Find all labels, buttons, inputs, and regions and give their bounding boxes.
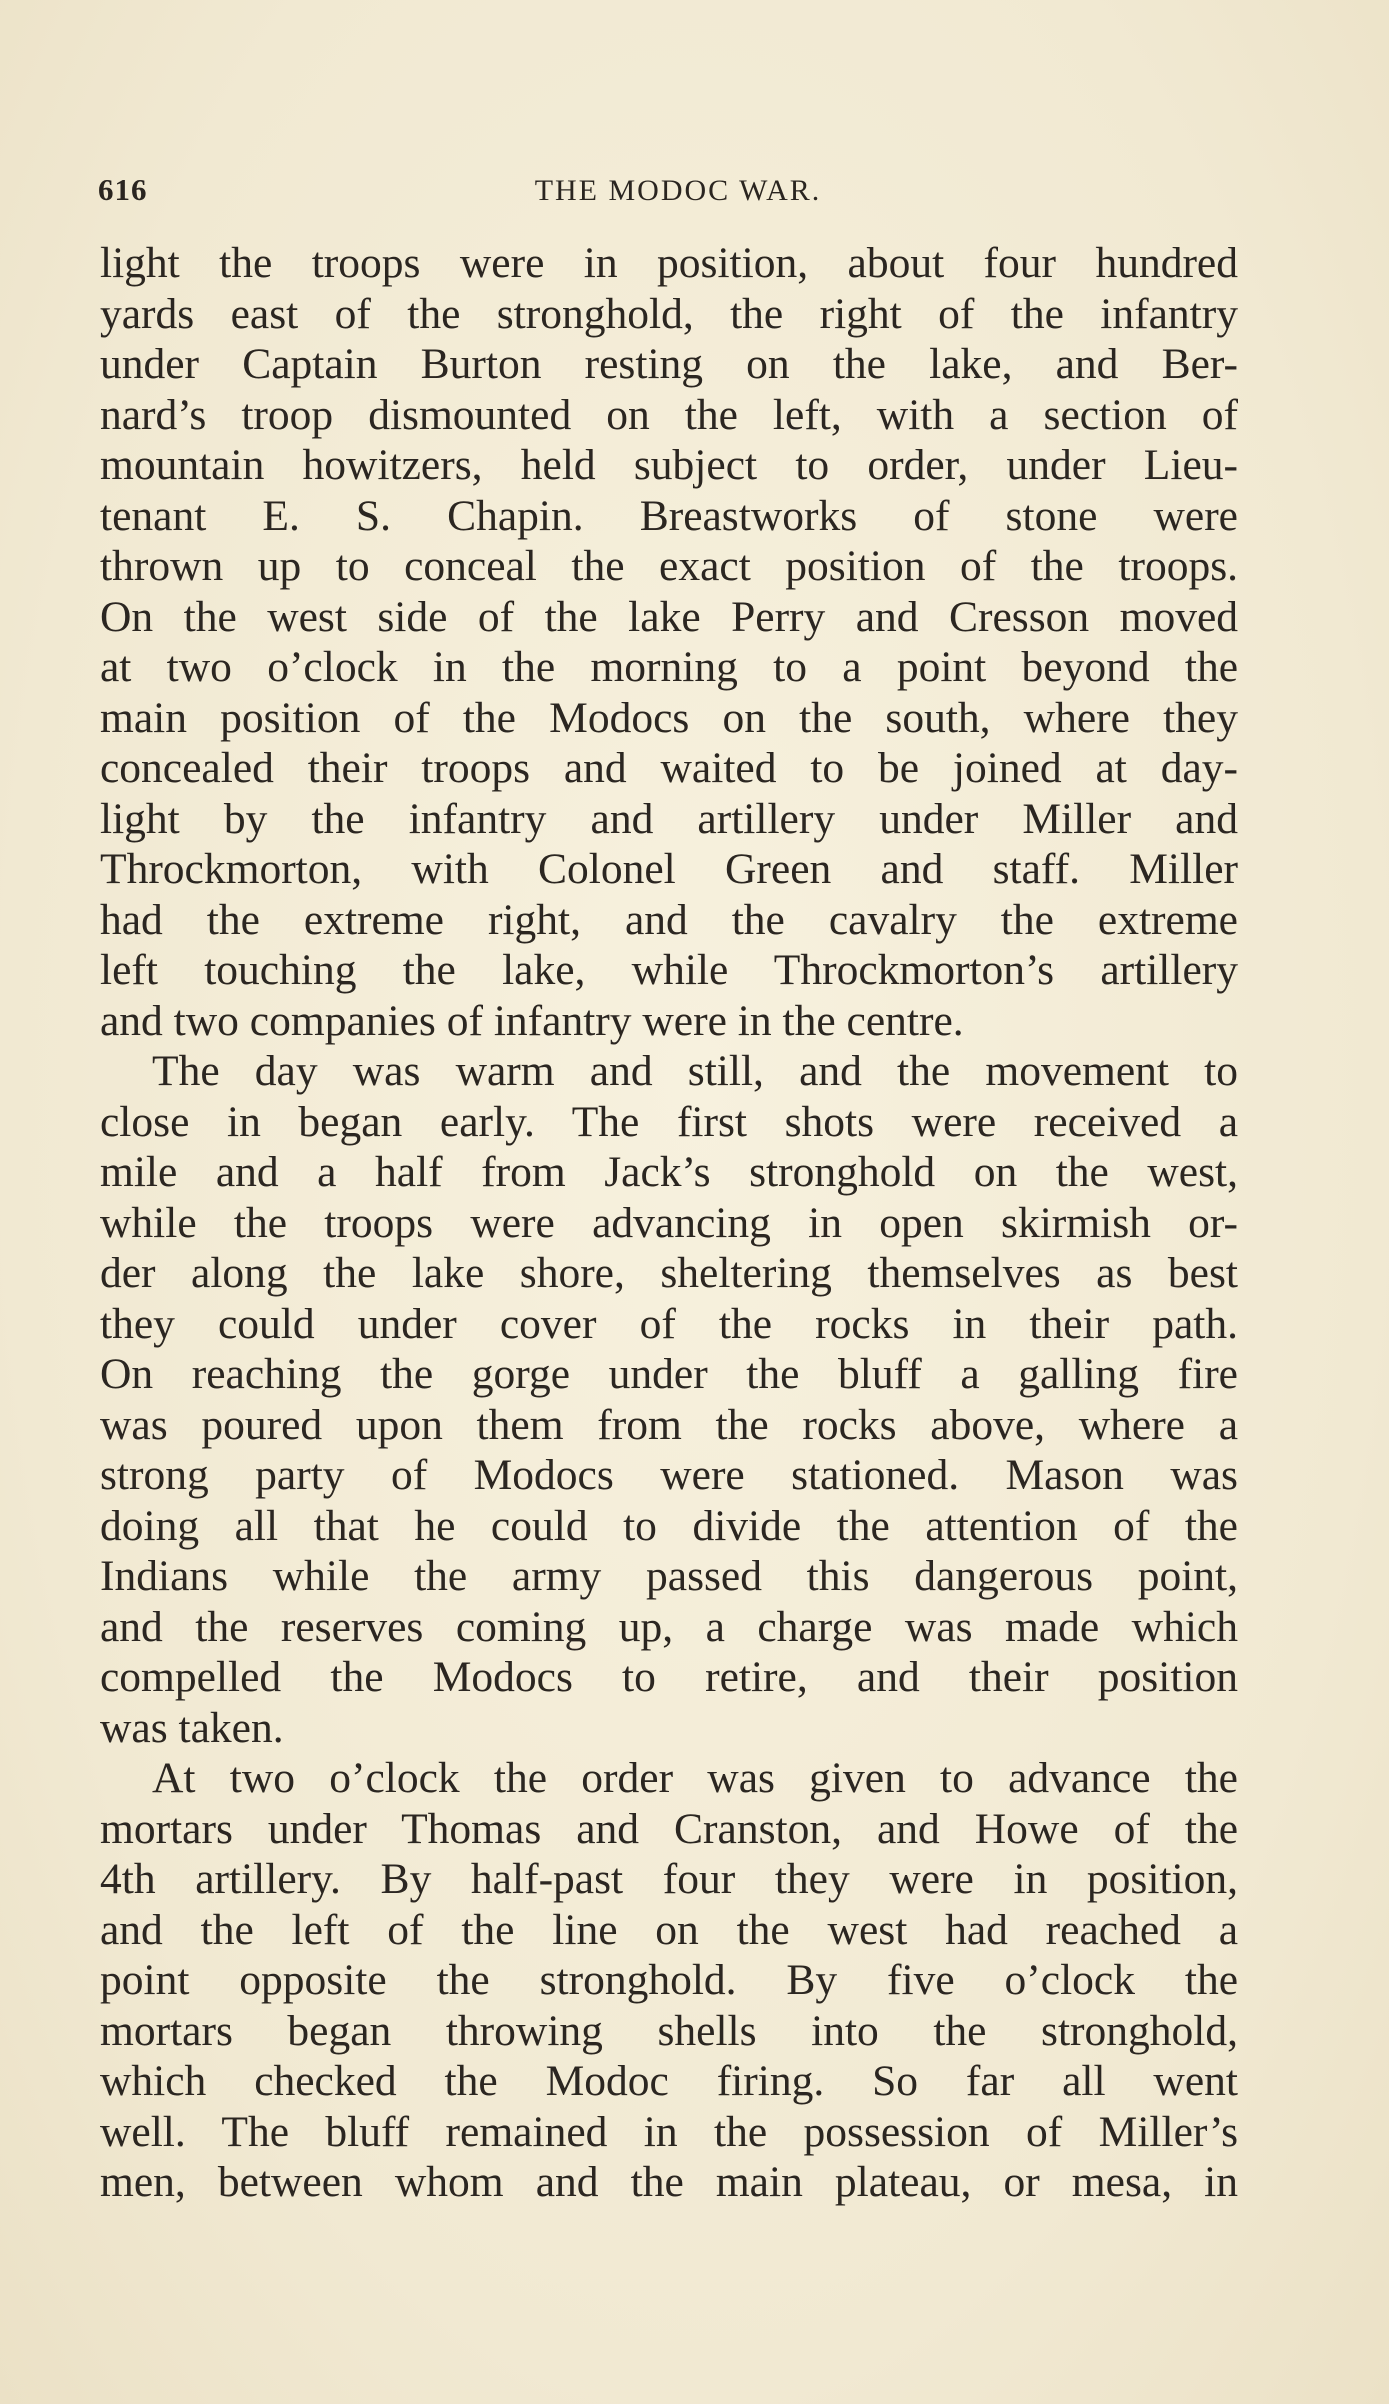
text-line: yards east of the stronghold, the right of the infantry [100, 289, 1238, 338]
text-line: doing all that he could to divide the attention of the [100, 1501, 1238, 1550]
text-line: nard’s troop dismounted on the left, with a section of [100, 390, 1238, 439]
text-line: left touching the lake, while Throckmorton’s artillery [100, 946, 1238, 994]
text-line: der along the lake shore, sheltering themselves as best [100, 1249, 1238, 1297]
text-line: concealed their troops and waited to be joined at day- [100, 744, 1238, 792]
text-line: Throckmorton, with Colonel Green and staff. Miller [100, 845, 1238, 893]
page-number: 616 [98, 172, 148, 207]
text-line: mortars under Thomas and Cranston, and Howe of the [100, 1804, 1238, 1853]
text-line: mountain howitzers, held subject to order, under Lieu- [100, 441, 1238, 489]
text-line: mortars began throwing shells into the stronghold, [100, 2006, 1238, 2055]
text-line: thrown up to conceal the exact position of the troops. [100, 542, 1238, 590]
text-line: they could under cover of the rocks in their path. [100, 1299, 1238, 1348]
paragraph-end-line: and two companies of infantry were in the centre. [100, 996, 964, 1045]
body-text [100, 238, 1238, 2208]
paragraph-start-line: At two o’clock the order was given to advance the [152, 1754, 1238, 1802]
text-line: well. The bluff remained in the possession of Miller’s [100, 2107, 1238, 2156]
text-line: at two o’clock in the morning to a point beyond the [100, 643, 1238, 691]
text-line: compelled the Modocs to retire, and their position [100, 1653, 1238, 1701]
running-head [98, 172, 1258, 216]
text-line: was poured upon them from the rocks above, where a [100, 1400, 1238, 1449]
text-line: had the extreme right, and the cavalry the extreme [100, 895, 1238, 944]
text-line: 4th artillery. By half-past four they were in position, [100, 1855, 1238, 1903]
text-line: which checked the Modoc firing. So far all went [100, 2057, 1238, 2105]
text-line: strong party of Modocs were stationed. Mason was [100, 1451, 1238, 1499]
text-line: mile and a half from Jack’s stronghold on the west, [100, 1148, 1238, 1196]
text-line: point opposite the stronghold. By five o’clock the [100, 1956, 1238, 2004]
text-line: and the left of the line on the west had reached a [100, 1905, 1238, 1954]
text-line: under Captain Burton resting on the lake, and Ber- [100, 340, 1238, 388]
text-line: while the troops were advancing in open skirmish or- [100, 1198, 1238, 1247]
text-line: light the troops were in position, about four hundred [100, 239, 1238, 287]
text-line: light by the infantry and artillery under Miller and [100, 794, 1238, 843]
text-line: main position of the Modocs on the south, where they [100, 693, 1238, 742]
paragraph-start-line: The day was warm and still, and the movement to [152, 1047, 1238, 1095]
text-line: close in began early. The first shots were received a [100, 1097, 1238, 1146]
text-line: tenant E. S. Chapin. Breastworks of stone were [100, 491, 1238, 540]
text-line: men, between whom and the main plateau, or mesa, in [100, 2158, 1238, 2206]
text-line: Indians while the army passed this dangerous point, [100, 1552, 1238, 1600]
text-line: and the reserves coming up, a charge was made which [100, 1602, 1238, 1651]
text-line: On reaching the gorge under the bluff a galling fire [100, 1350, 1238, 1398]
text-line: On the west side of the lake Perry and Cresson moved [100, 592, 1238, 641]
running-title: THE MODOC WAR. [534, 174, 822, 207]
paragraph-end-line: was taken. [100, 1703, 284, 1752]
